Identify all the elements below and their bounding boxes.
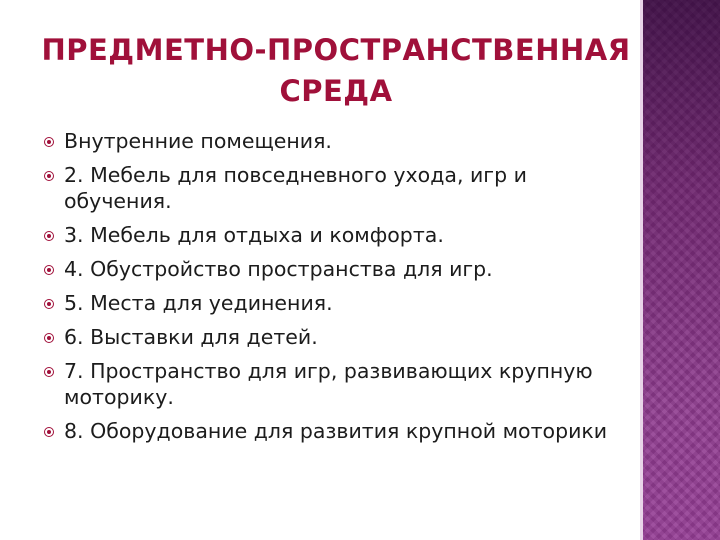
slide-title bbox=[36, 30, 636, 112]
bullet-item bbox=[44, 324, 629, 350]
bullet-text: 2. Мебель для повседневного ухода, игр и обучения. bbox=[64, 163, 527, 213]
bullet-text: 8. Оборудование для развития крупной моторики bbox=[64, 419, 608, 443]
bullet-text: 6. Выставки для детей. bbox=[64, 325, 318, 349]
bullet-item bbox=[44, 222, 629, 248]
bullet-item bbox=[44, 162, 629, 214]
circled-dot-bullet-icon bbox=[44, 367, 54, 377]
slide-title-line-2: СРЕДА bbox=[279, 74, 393, 108]
circled-dot-bullet-icon bbox=[44, 137, 54, 147]
bullet-item bbox=[44, 290, 629, 316]
circled-dot-bullet-icon bbox=[44, 299, 54, 309]
bullet-text: 5. Места для уединения. bbox=[64, 291, 333, 315]
bullet-item bbox=[44, 418, 629, 444]
bullet-item bbox=[44, 256, 629, 282]
bullet-text: 4. Обустройство пространства для игр. bbox=[64, 257, 493, 281]
slide-title-line-1: ПРЕДМЕТНО-ПРОСТРАНСТВЕННАЯ bbox=[41, 33, 631, 67]
bullet-text: 7. Пространство для игр, развивающих крупную моторику. bbox=[64, 359, 593, 409]
bullet-text: 3. Мебель для отдыха и комфорта. bbox=[64, 223, 444, 247]
bullet-item bbox=[44, 128, 629, 154]
circled-dot-bullet-icon bbox=[44, 265, 54, 275]
decorative-side-band bbox=[643, 0, 720, 540]
circled-dot-bullet-icon bbox=[44, 231, 54, 241]
bullet-text: Внутренние помещения. bbox=[64, 129, 332, 153]
bullet-item bbox=[44, 358, 629, 410]
circled-dot-bullet-icon bbox=[44, 171, 54, 181]
bullet-list bbox=[44, 128, 629, 452]
circled-dot-bullet-icon bbox=[44, 427, 54, 437]
circled-dot-bullet-icon bbox=[44, 333, 54, 343]
